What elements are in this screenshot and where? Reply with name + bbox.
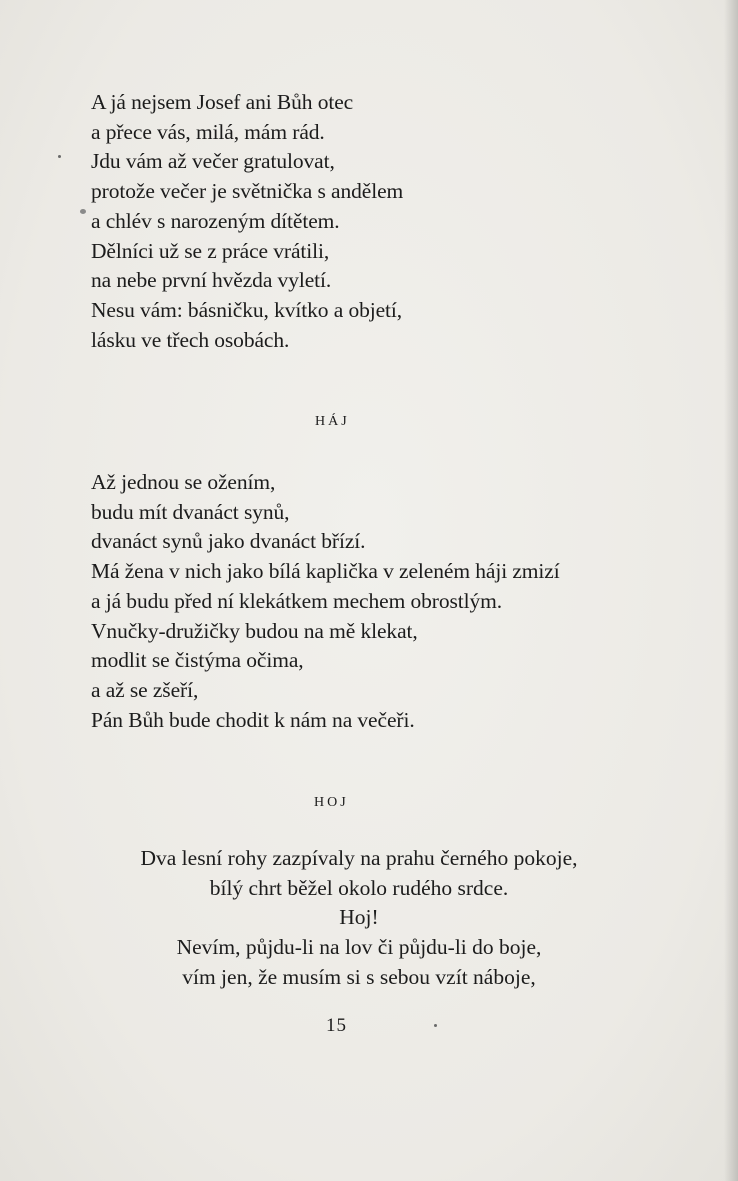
poem-line: Jdu vám až večer gratulovat,: [91, 149, 335, 174]
page-edge-shadow: [724, 0, 738, 1181]
poem-line: lásku ve třech osobách.: [91, 327, 290, 352]
poem-title-hoj: HOJ: [314, 795, 349, 810]
poem-line: Až jednou se ožením,: [91, 470, 276, 494]
poem-line: Dva lesní rohy zazpívaly na prahu černého pokoje,: [140, 846, 578, 870]
poem-line: Vnučky-družičky budou na mě klekat,: [91, 618, 418, 643]
poem-line: na nebe první hvězda vyletí.: [91, 268, 332, 293]
poem-line: vím jen, že musím si s sebou vzít náboje,: [182, 964, 536, 989]
poem-line: Hoj!: [339, 905, 379, 930]
poem-hoj-stanza: [60, 844, 658, 993]
poem-continuation-stanza: [91, 88, 403, 355]
poem-line: Má žena v nich jako bílá kaplička v zeleném háji zmizí: [91, 559, 560, 584]
poem-line: protože večer je světnička s andělem: [91, 179, 404, 204]
poem-line: a chlév s narozeným dítětem.: [91, 208, 340, 233]
poem-line: Nesu vám: básničku, kvítko a objetí,: [91, 297, 403, 322]
poem-line: a přece vás, milá, mám rád.: [91, 119, 325, 144]
poem-line: budu mít dvanáct synů,: [91, 499, 290, 524]
ink-speck: [58, 155, 61, 158]
poem-line: A já nejsem Josef ani Bůh otec: [91, 90, 354, 114]
poem-line: modlit se čistýma očima,: [91, 648, 304, 673]
page-number: 15: [326, 1015, 347, 1036]
poem-title-haj: HÁJ: [315, 414, 350, 429]
ink-speck: [434, 1024, 437, 1027]
poem-line: a já budu před ní klekátkem mechem obrostlým.: [91, 588, 503, 613]
poem-line: Nevím, půjdu-li na lov či půjdu-li do boje,: [176, 935, 542, 960]
poem-line: dvanáct synů jako dvanáct břízí.: [91, 529, 366, 554]
poem-line: a až se zšeří,: [91, 677, 199, 702]
poem-line: Pán Bůh bude chodit k nám na večeři.: [91, 707, 415, 732]
poem-line: bílý chrt běžel okolo rudého srdce.: [209, 875, 509, 900]
poem-haj-stanza: [91, 468, 560, 735]
poem-line: Dělníci už se z práce vrátili,: [91, 238, 330, 263]
ink-speck: [80, 209, 86, 214]
